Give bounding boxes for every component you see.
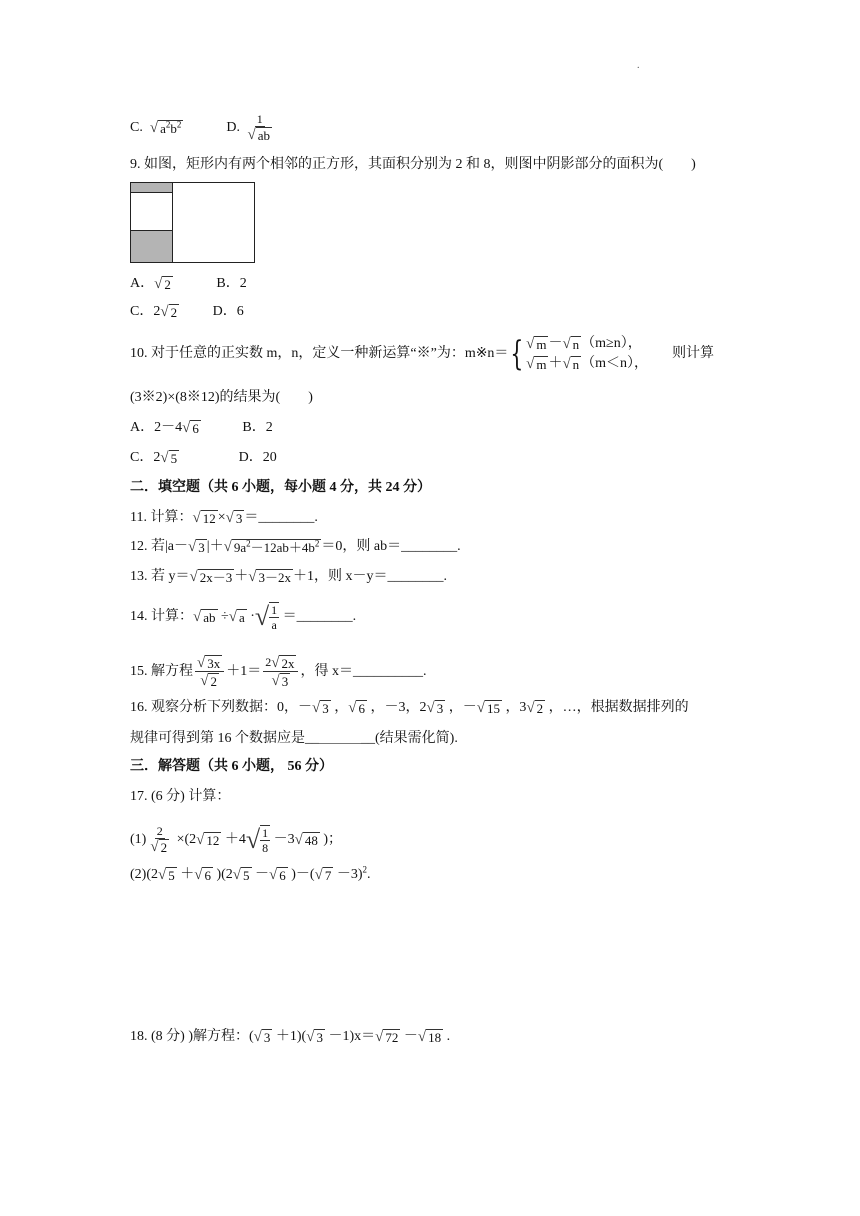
q16-line1: 16. 观察分析下列数据：0，－ √ 3 ， √ 6 ，－3，2 √ 3 ，－ √ 15 ，3 √ 2 ，…，根据数据排列的	[130, 699, 689, 716]
q9-options-ab: A． √ 2 B．2	[130, 275, 247, 292]
q10-options-cd: C．2 √ 5 D．20	[130, 449, 277, 466]
q10-line2: (3※2)×(8※12)的结果为( )	[130, 390, 313, 405]
q10-cases: √ m － √ n （m≥n）， √ m ＋ √ n （m＜n），	[526, 335, 649, 372]
q17-part2: (2)(2 √ 5 ＋ √ 6 )(2 √ 5 － √ 6 )－( √ 7 －3)$^2$.	[130, 864, 371, 883]
q9-options-cd: C．2 √ 2 D．6	[130, 303, 244, 320]
section-answer: 三．解答题（共 6 小题， 56 分）	[130, 759, 333, 774]
page-mark: .	[637, 60, 640, 71]
q10-brace: {	[510, 334, 524, 374]
q9-stem: 9. 如图，矩形内有两个相邻的正方形，其面积分别为 2 和 8，则图中阴影部分的面积为( )	[130, 157, 696, 172]
q10-options-ab: A．2－4 √ 6 B．2	[130, 419, 273, 436]
q12: 12. 若|a－ √ 3 |＋ √ $9a^2-12ab+4b^2$ ＝0，则 ab＝________.	[130, 538, 461, 555]
q15: 15. 解方程 √ 3x √ 2 ＋1＝ 2 √ 2x √ 3 ，得 x＝__________.	[130, 655, 427, 689]
q8-d-fraction: 1 √ ab	[247, 112, 270, 144]
small-square	[131, 193, 173, 231]
q16-line2: 规律可得到第 16 个数据应是__＿＿＿__(结果需化简).	[130, 731, 458, 746]
q9-figure	[130, 182, 256, 264]
shaded-bottom	[131, 231, 173, 263]
q13: 13. 若 y＝ √ 2x－3 ＋ √ 3－2x ＋1，则 x－y＝________.	[130, 568, 447, 585]
q8-options: C. √ $a^2b^2$ D. 1 √ ab	[130, 112, 276, 143]
q17-part1: (1) 2 √ 2 ×(2 √ 12 ＋4 √ $\frac{1}{8}$ －3 √ 48 )；	[130, 824, 343, 856]
q14: 14. 计算： √ ab ÷ √ a · √ $\frac{1}{a}$ ＝________.	[130, 602, 357, 632]
q18: 18. (8 分) )解方程：( √ 3 ＋1)( √ 3 －1)x＝ √ 72 － √ 18 .	[130, 1028, 451, 1045]
q17-title: 17. (6 分) 计算：	[130, 789, 231, 804]
q11: 11. 计算： √ 12 × √ 3 ＝________.	[130, 509, 318, 526]
shaded-top	[131, 183, 173, 193]
q8-c-sqrt: √ $a^2b^2$	[149, 119, 182, 136]
section-fill-in: 二．填空题（共 6 小题，每小题 4 分，共 24 分）	[130, 480, 431, 495]
q10-stem: 10. 对于任意的正实数 m，n，定义一种新运算“※”为：m※n＝{ √ m － √ n （m≥n）， √ m ＋ √ n （m＜n）， 则计算	[130, 334, 715, 374]
